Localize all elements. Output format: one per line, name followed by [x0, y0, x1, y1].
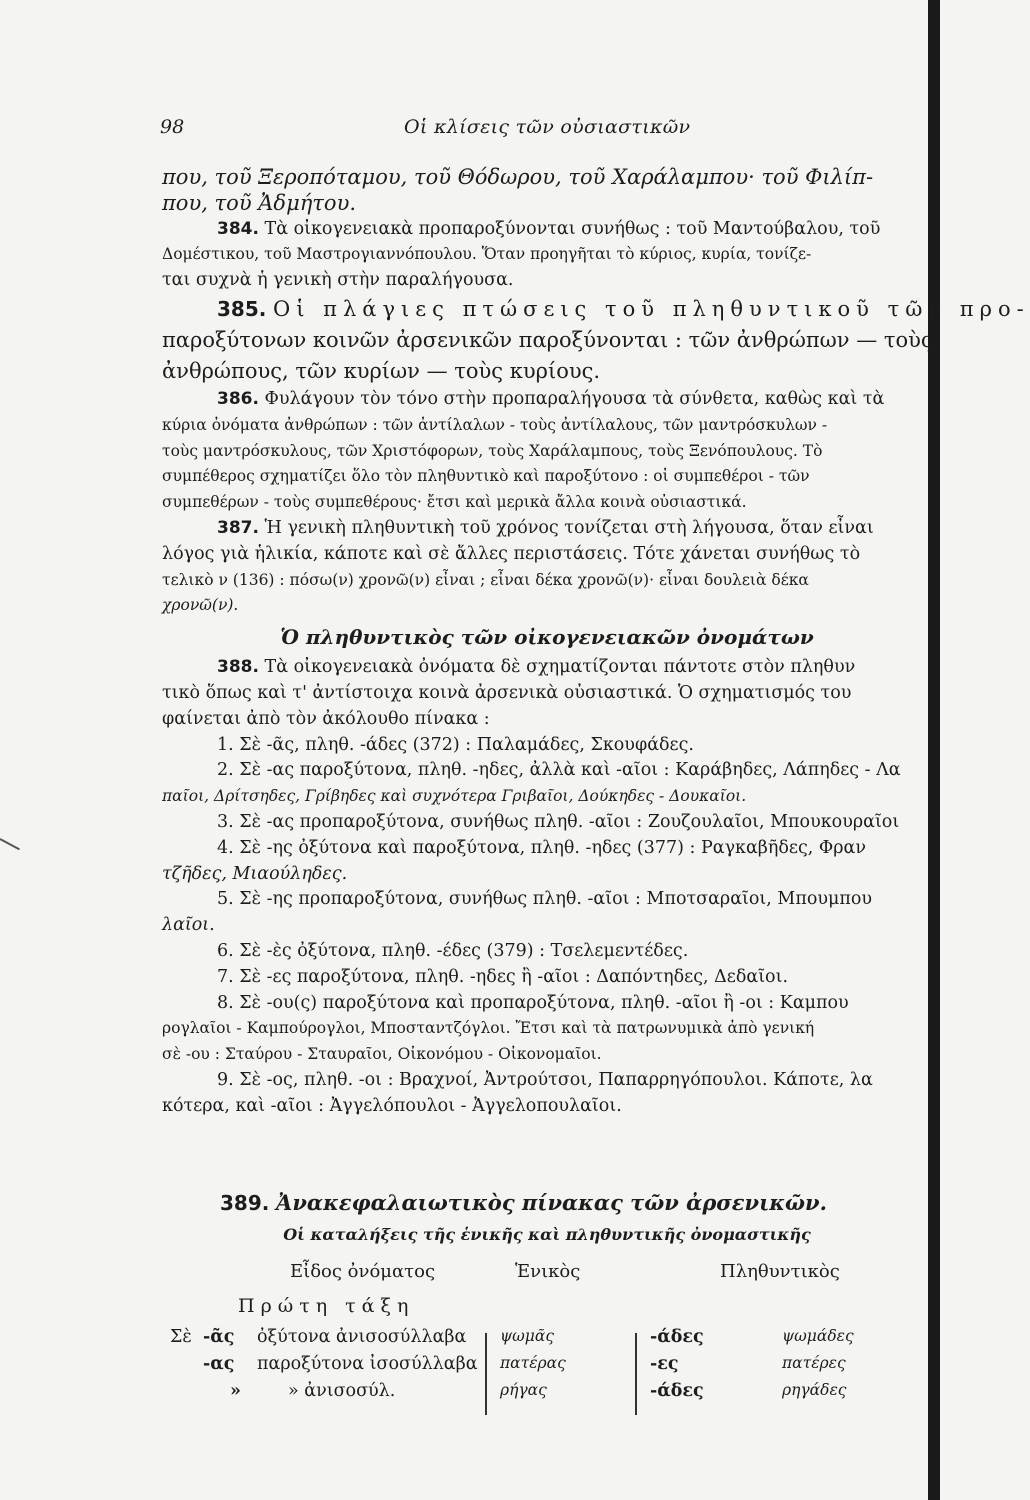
text-line: τοὺς μαντρόσκυλους, τῶν Χριστόφορων, τοὺς Χαράλαμπους, τοὺς Ξενόπουλους. Τὸ	[162, 441, 823, 460]
paragraph-number: 388.	[217, 657, 259, 678]
list-item: 5. Σὲ -ης προπαροξύτονα, συνήθως πληθ. -αῖοι : Μποτσαραῖοι, Μπουμπου	[217, 889, 873, 910]
endings-table	[160, 1255, 930, 1406]
paragraph-387: 387. Ἡ γενικὴ πληθυντικὴ τοῦ χρόνος τονίζεται στὴ λήγουσα, ὅταν εἶναι	[217, 517, 874, 538]
text-line: συμπεθέρων - τοὺς συμπεθέρους· ἔτσι καὶ μερικὰ ἄλλα κοινὰ οὐσιαστικά.	[162, 493, 747, 512]
text-line: χρονῶ(ν).	[162, 596, 239, 615]
table-row: » » ἀνισοσύλ. ρήγας -άδες ρηγάδες	[230, 1381, 847, 1401]
text-line: τελικὸ ν (136) : πόσω(ν) χρονῶ(ν) εἶναι ; εἶναι δέκα χρονῶ(ν)· εἶναι δουλειὰ δέκα	[162, 570, 809, 589]
column-header-plural: Πληθυντικὸς	[720, 1261, 840, 1282]
paragraph-number: 385.	[217, 296, 267, 321]
section-heading: Ἀνακεφαλαιωτικὸς πίνακας τῶν ἀρσενικῶν.	[276, 1190, 827, 1215]
paragraph-389	[162, 1187, 932, 1251]
page-header	[160, 116, 920, 142]
text-line: τζῆδες, Μιαούληδες.	[162, 863, 348, 884]
text-line: ἀνθρώπους, τῶν κυρίων — τοὺς κυρίους.	[162, 358, 601, 383]
text-line: ται συχνὰ ἡ γενικὴ στὴν παραλήγουσα.	[162, 270, 514, 291]
text-line: τικὸ ὅπως καὶ τ' ἀντίστοιχα κοινὰ ἀρσενικὰ οὐσιαστικά. Ὁ σχηματισμός του	[162, 682, 852, 703]
list-item: 3. Σὲ -ας προπαροξύτονα, συνήθως πληθ. -αῖοι : Ζουζουλαῖοι, Μπουκουραῖοι	[217, 811, 900, 832]
list-item: 2. Σὲ -ας παροξύτονα, πληθ. -ηδες, ἀλλὰ καὶ -αῖοι : Καράβηδες, Λάπηδες - Λα	[217, 760, 901, 781]
page-number: 98	[160, 116, 185, 138]
text-line: λαῖοι.	[162, 915, 215, 936]
text-line: Δομέστικου, τοῦ Μαστρογιαννόπουλου. Ὅταν προηγῆται τὸ κύριος, κυρία, τονίζε-	[162, 245, 812, 264]
paragraph-number: 386.	[217, 388, 259, 409]
list-item: 1. Σὲ -ᾶς, πληθ. -άδες (372) : Παλαμάδες, Σκουφάδες.	[217, 734, 694, 755]
table-row: -ας παροξύτονα ἰσοσύλλαβα πατέρας -ες πατέρες	[203, 1354, 846, 1374]
margin-mark	[0, 838, 20, 850]
list-item: 7. Σὲ -ες παροξύτονα, πληθ. -ηδες ἢ -αῖοι : Δαπόντηδες, Δεδαῖοι.	[217, 966, 789, 987]
text-line: κότερα, καὶ -αῖοι : Ἀγγελόπουλοι - Ἀγγελοπουλαῖοι.	[162, 1095, 622, 1116]
list-item: 4. Σὲ -ης ὀξύτονα καὶ παροξύτονα, πληθ. -ηδες (377) : Ραγκαβῆδες, Φραν	[217, 837, 867, 858]
subheading: Οἱ καταλήξεις τῆς ἑνικῆς καὶ πληθυντικῆς ὀνομαστικῆς	[283, 1225, 811, 1244]
text-line: που, τοῦ Ἀδμήτου.	[162, 190, 357, 215]
text-line: συμπέθερος σχηματίζει ὅλο τὸν πληθυντικὸ καὶ παροξύτονο : οἱ συμπεθέροι - τῶν	[162, 467, 810, 486]
text-line: παροξύτονων κοινῶν ἀρσενικῶν παροξύνονται : τῶν ἀνθρώπων — τοὺς	[162, 327, 933, 352]
text-line: φαίνεται ἀπὸ τὸν ἀκόλουθο πίνακα :	[162, 708, 490, 729]
paragraph-388: 388. Τὰ οἰκογενειακὰ ὀνόματα δὲ σχηματίζονται πάντοτε στὸν πληθυν	[217, 657, 856, 678]
text-line: που, τοῦ Ξεροπόταμου, τοῦ Θόδωρου, τοῦ Χαράλαμπου· τοῦ Φιλίπ-	[162, 165, 874, 189]
text-line: σὲ -ου : Σταύρου - Σταυραῖοι, Οἰκονόμου - Οἰκονομαῖοι.	[162, 1045, 602, 1064]
section-heading: Ὁ πληθυντικὸς τῶν οἰκογενειακῶν ὀνομάτων	[280, 625, 814, 650]
text-line: ρογλαῖοι - Καμπούρογλοι, Μποσταντζόγλοι. Ἔτσι καὶ τὰ πατρωνυμικὰ ἀπὸ γενική	[162, 1019, 815, 1038]
table-row: Σὲ -ᾶς ὀξύτονα ἀνισοσύλλαβα ψωμᾶς -άδες ψωμάδες	[170, 1327, 854, 1347]
text-line: παῖοι, Δρίτσηδες, Γρίβηδες καὶ συχνότερα Γριβαῖοι, Δούκηδες - Δουκαῖοι.	[162, 787, 747, 806]
page-body	[162, 165, 1030, 1120]
list-item: 9. Σὲ -ος, πληθ. -οι : Βραχνοί, Ἀντρούτσοι, Παπαρρηγόπουλοι. Κάποτε, λα	[217, 1069, 873, 1090]
running-title: Οἱ κλίσεις τῶν οὐσιαστικῶν	[404, 116, 691, 138]
text-line: κύρια ὀνόματα ἀνθρώπων : τῶν ἀντίλαλων - τοὺς ἀντίλαλους, τῶν μαντρόσκυλων -	[162, 415, 828, 434]
paragraph-386: 386. Φυλάγουν τὸν τόνο στὴν προπαραλήγουσα τὰ σύνθετα, καθὼς καὶ τὰ	[217, 388, 885, 409]
paragraph-number: 384.	[217, 218, 259, 239]
paragraph-number: 389.	[220, 1191, 270, 1215]
column-header-kind: Εἶδος ὀνόματος	[290, 1261, 436, 1282]
paragraph-385: 385. Οἱ πλάγιες πτώσεις τοῦ πληθυντικοῦ τῶν προ-	[217, 296, 1030, 321]
text-line: λόγος γιὰ ἡλικία, κάποτε καὶ σὲ ἄλλες περιστάσεις. Τότε χάνεται συνήθως τὸ	[162, 543, 861, 564]
table-section-label: Πρώτη τάξη	[238, 1295, 415, 1317]
table-header	[160, 1255, 930, 1291]
column-header-singular: Ἑνικὸς	[515, 1261, 581, 1282]
list-item: 8. Σὲ -ου(ς) παροξύτονα καὶ προπαροξύτονα, πληθ. -αῖοι ἢ -οι : Καμπου	[217, 992, 849, 1013]
paragraph-384: 384. Τὰ οἰκογενειακὰ προπαροξύνονται συνήθως : τοῦ Μαντούβαλου, τοῦ	[217, 218, 881, 239]
list-item: 6. Σὲ -ὲς ὀξύτονα, πληθ. -έδες (379) : Τσελεμεντέδες.	[217, 940, 689, 961]
paragraph-number: 387.	[217, 517, 259, 538]
